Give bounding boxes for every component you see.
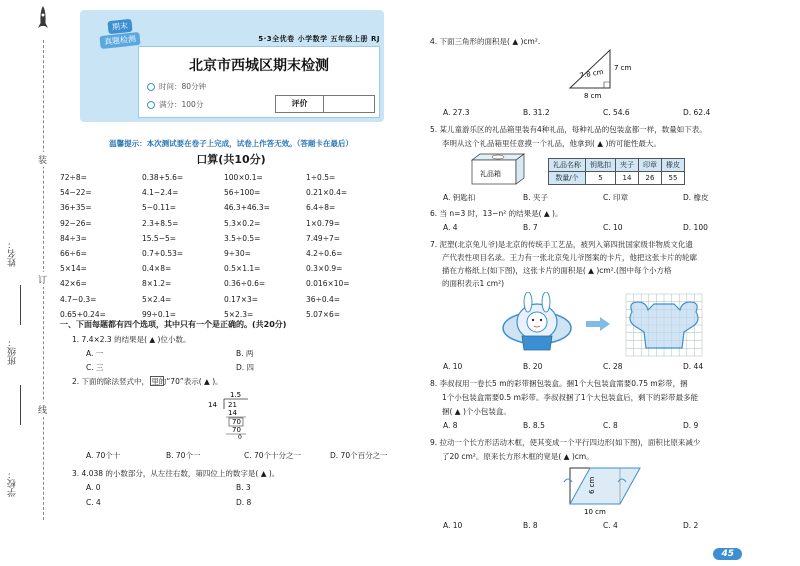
div-divisor: 14 (208, 401, 217, 409)
arith-row (60, 170, 390, 185)
arith-item: 56÷100= (224, 188, 261, 198)
question-7-line: 产代表性项目名录。王力有一张北京兔儿爷图案的卡片，他把这张卡片的轮廓 (442, 253, 697, 262)
arith-row (60, 292, 390, 307)
question-4: 4. 下面三角形的面积是( ▲ )cm². (430, 37, 541, 46)
option[interactable]: D. 四 (236, 363, 255, 372)
arith-item: 84÷3= (60, 233, 87, 243)
question-1: 1. 7.4×2.3 的结果是( ▲ )位小数。 (72, 335, 191, 344)
option[interactable]: B. 20 (523, 362, 543, 371)
tri-height: 7 cm (614, 64, 632, 72)
tri-side: 7.8 cm (578, 67, 605, 80)
option[interactable]: A. 4 (443, 223, 458, 232)
table-cell: 数量/个 (549, 172, 586, 185)
arith-item: 0.016×10= (306, 279, 350, 289)
arith-row (60, 216, 390, 231)
arith-item: 0.5×1.1= (224, 264, 261, 274)
question-8-line: 1个小包装盒需要0.5 m彩带。李叔叔捆了1个大包装盒后，剩下的彩带最多能 (442, 393, 699, 402)
option[interactable]: C. 4 (603, 521, 618, 530)
option[interactable]: C. 4 (86, 498, 101, 507)
option[interactable]: A. 8 (443, 421, 458, 430)
arith-item: 5×14= (60, 264, 87, 274)
q3-options-row1 (86, 483, 386, 492)
school-label: 学校： (8, 470, 18, 497)
question-2: 2. 下面的除法竖式中， 里的“70”表示( ▲ )。 (72, 377, 223, 386)
arith-item: 5.07×6= (306, 309, 341, 319)
option[interactable]: A. 10 (443, 362, 463, 371)
score-box (275, 95, 375, 113)
question-8-line: 捆( ▲ )个小包装盒。 (442, 407, 511, 416)
arith-item: 1×0.79= (306, 218, 341, 228)
score-info (147, 99, 203, 110)
table-cell: 55 (662, 172, 685, 185)
arith-item: 72÷8= (60, 173, 87, 183)
question-6: 6. 当 n=3 时，13−n² 的结果是( ▲ )。 (430, 209, 563, 218)
option[interactable]: B. 7 (523, 223, 538, 232)
question-5-line1: 5. 某儿童游乐区的礼品箱里装有4种礼品，每种礼品的包装盒都一样，数量如下表。 (430, 125, 707, 134)
q5-options (443, 192, 763, 203)
arith-item: 6.4÷8= (306, 203, 336, 213)
q6-options (443, 223, 763, 232)
name-label: 姓名： (8, 240, 18, 267)
badge-line2: 真题检测 (99, 32, 140, 49)
arith-item: 54−22= (60, 188, 92, 198)
option[interactable]: C. 70个十分之一 (244, 451, 302, 460)
table-header: 橡皮 (662, 159, 685, 172)
binding-strip (0, 0, 60, 566)
option[interactable]: A. 10 (443, 521, 463, 530)
badge-line1: 期末 (107, 19, 132, 34)
gift-table (548, 158, 685, 185)
div-step: 14 (228, 409, 237, 417)
q1-options-row2 (86, 362, 386, 373)
arith-item: 36÷0.4= (306, 294, 341, 304)
arith-item: 7.49÷7= (306, 233, 341, 243)
arith-item: 42×6= (60, 279, 87, 289)
question-8-line: 8. 李叔叔用一卷长5 m的彩带捆包装盒。捆1个大包装盒需要0.75 m彩带，捆 (430, 379, 688, 388)
option[interactable]: C. 28 (603, 362, 623, 371)
arith-row (60, 246, 390, 261)
table-header: 印章 (639, 159, 662, 172)
arith-item: 99÷0.1= (142, 309, 177, 319)
time-text: 时间：80分钟 (159, 82, 207, 91)
box-label: 礼品箱 (480, 170, 501, 178)
div-step: 70 (232, 418, 241, 426)
frame-width: 6 cm (588, 476, 596, 494)
rocket-icon (37, 6, 49, 32)
arith-row (60, 185, 390, 200)
option[interactable]: D. 62.4 (683, 108, 711, 117)
q9-options (443, 521, 763, 530)
table-header: 夹子 (616, 159, 639, 172)
div-dividend: 21 (228, 401, 237, 409)
arith-item: 0.21×0.4= (306, 188, 348, 198)
table-cell: 14 (616, 172, 639, 185)
option[interactable]: C. 54.6 (603, 108, 630, 117)
question-3: 3. 4.038 的小数部分，从左往右数，第四位上的数字是( ▲ )。 (72, 469, 280, 478)
arith-item: 5−0.11= (142, 203, 177, 213)
arith-item: 2.3+8.5= (142, 218, 179, 228)
option[interactable]: D. 70个百分之一 (330, 451, 388, 460)
option[interactable]: D. 100 (683, 223, 708, 232)
score-blank[interactable] (324, 96, 374, 112)
page-title: 北京市西城区期末检测 (189, 58, 329, 74)
arith-item: 8×1.2= (142, 279, 172, 289)
arith-item: 0.7+0.53= (142, 249, 184, 259)
option[interactable]: C. 8 (603, 421, 618, 430)
arith-item: 5×2.3= (224, 309, 254, 319)
arith-item: 0.3×0.9= (306, 264, 343, 274)
binding-mark: 装 (38, 152, 47, 167)
arith-item: 4.1−2.4= (142, 188, 179, 198)
binding-mark: 线 (38, 402, 47, 417)
check-icon (147, 101, 155, 109)
series-label: 5·3全优卷 小学数学 五年级上册 RJ (258, 35, 380, 43)
tip-text: 温馨提示：本次测试要在卷子上完成，试卷上作答无效。（答题卡在最后） (109, 139, 353, 148)
option[interactable]: D. 44 (683, 362, 704, 371)
arith-item: 0.65+0.24= (60, 309, 106, 319)
arith-item: 92−26= (60, 218, 92, 228)
arith-row (60, 200, 390, 215)
title-box (138, 46, 380, 118)
table-cell: 26 (639, 172, 662, 185)
arith-item: 0.38+5.6= (142, 173, 184, 183)
question-7-line: 7. 泥塑(北京兔儿爷)是北京的传统手工艺品，被列入第四批国家级非物质文化遗 (430, 240, 693, 249)
q3-options-row2 (86, 498, 386, 507)
grid-figure (624, 292, 704, 358)
class-blank (20, 385, 21, 425)
time-info (147, 81, 206, 92)
question-5-line2: 李明从这个礼品箱里任意摸一个礼品，他拿到( ▲ )的可能性最大。 (442, 139, 661, 148)
option[interactable]: B. 夹子 (523, 193, 548, 202)
table-header: 礼品名称 (549, 159, 586, 172)
question-7-line: 的面积表示1 cm²) (442, 279, 505, 288)
option[interactable]: B. 8.5 (523, 421, 545, 430)
option[interactable]: B. 两 (236, 349, 254, 358)
q7-options (443, 362, 763, 371)
q2-options (86, 450, 396, 461)
arith-item: 0.4×8= (142, 264, 172, 274)
option[interactable]: B. 70个一 (166, 451, 201, 460)
score-label: 评价 (276, 96, 324, 112)
option[interactable]: D. 2 (683, 521, 699, 530)
arith-item: 5.3×0.2= (224, 218, 261, 228)
box-placeholder (150, 376, 164, 386)
tri-base: 8 cm (584, 92, 602, 100)
arrow-right-icon (584, 316, 612, 332)
option[interactable]: B. 3 (236, 483, 251, 492)
arith-item: 36+35= (60, 203, 92, 213)
option[interactable]: D. 橡皮 (683, 193, 709, 202)
arith-item: 15.5−5= (142, 233, 177, 243)
score-text: 满分：100分 (159, 100, 204, 109)
gift-box-figure (468, 152, 528, 186)
question-9-line: 了20 cm²。原来长方形木框的宽是( ▲ )cm。 (442, 452, 594, 461)
option[interactable]: A. 27.3 (443, 108, 470, 117)
arith-row (60, 261, 390, 276)
arith-title: 口算(共10分) (196, 153, 266, 166)
option[interactable]: D. 9 (683, 421, 699, 430)
mc-title: 一、下面每题都有四个选项，其中只有一个是正确的。(共20分) (60, 320, 287, 329)
div-quotient: 1.5 (230, 391, 242, 399)
q1-options-row1 (86, 348, 386, 359)
name-blank (20, 285, 21, 325)
page-number: 45 (713, 548, 742, 560)
option[interactable]: C. 10 (603, 223, 623, 232)
clock-icon (147, 83, 155, 91)
option[interactable]: D. 8 (236, 498, 252, 507)
frame-figure (560, 464, 656, 516)
option[interactable]: A. 0 (86, 483, 101, 492)
arith-row (60, 276, 390, 291)
div-remainder: 0 (238, 434, 242, 439)
arith-item: 1÷0.5= (306, 173, 336, 183)
arith-item: 46.3+46.3= (224, 203, 270, 213)
triangle-figure (560, 46, 650, 102)
option[interactable]: C. 印章 (603, 193, 629, 202)
arith-item: 100×0.1= (224, 173, 263, 183)
option[interactable]: B. 31.2 (523, 108, 550, 117)
arith-item: 3.5÷0.5= (224, 233, 261, 243)
long-division (200, 389, 260, 439)
question-7-line: 描在方格纸上(如下图)，这张卡片的面积是( ▲ )cm².(图中每个小方格 (442, 266, 672, 275)
table-header: 钥匙扣 (586, 159, 616, 172)
header-card (80, 10, 384, 122)
arith-item: 0.17×3= (224, 294, 259, 304)
q4-options (443, 108, 763, 117)
option[interactable]: A. 钥匙扣 (443, 193, 476, 202)
arith-item: 0.36÷0.6= (224, 279, 266, 289)
table-cell: 5 (586, 172, 616, 185)
option[interactable]: C. 三 (86, 363, 104, 372)
binding-mark: 订 (38, 272, 47, 287)
arith-row (60, 231, 390, 246)
option[interactable]: B. 8 (523, 521, 538, 530)
q8-options (443, 421, 763, 430)
frame-length: 10 cm (584, 508, 606, 516)
arith-item: 9÷30= (224, 249, 251, 259)
rabbit-card-figure (500, 292, 574, 356)
arith-item: 66÷6= (60, 249, 87, 259)
arith-item: 4.7−0.3= (60, 294, 97, 304)
option[interactable]: A. 70个十 (86, 451, 121, 460)
arith-item: 5×2.4= (142, 294, 172, 304)
option[interactable]: A. 一 (86, 349, 104, 358)
arith-grid (60, 170, 390, 322)
arith-item: 4.2÷0.6= (306, 249, 343, 259)
div-step: 70 (232, 426, 241, 434)
class-label: 班级： (8, 338, 18, 365)
question-9-line: 9. 拉动一个长方形活动木框，使其变成一个平行四边形(如下图)，面积比原来减少 (430, 438, 701, 447)
